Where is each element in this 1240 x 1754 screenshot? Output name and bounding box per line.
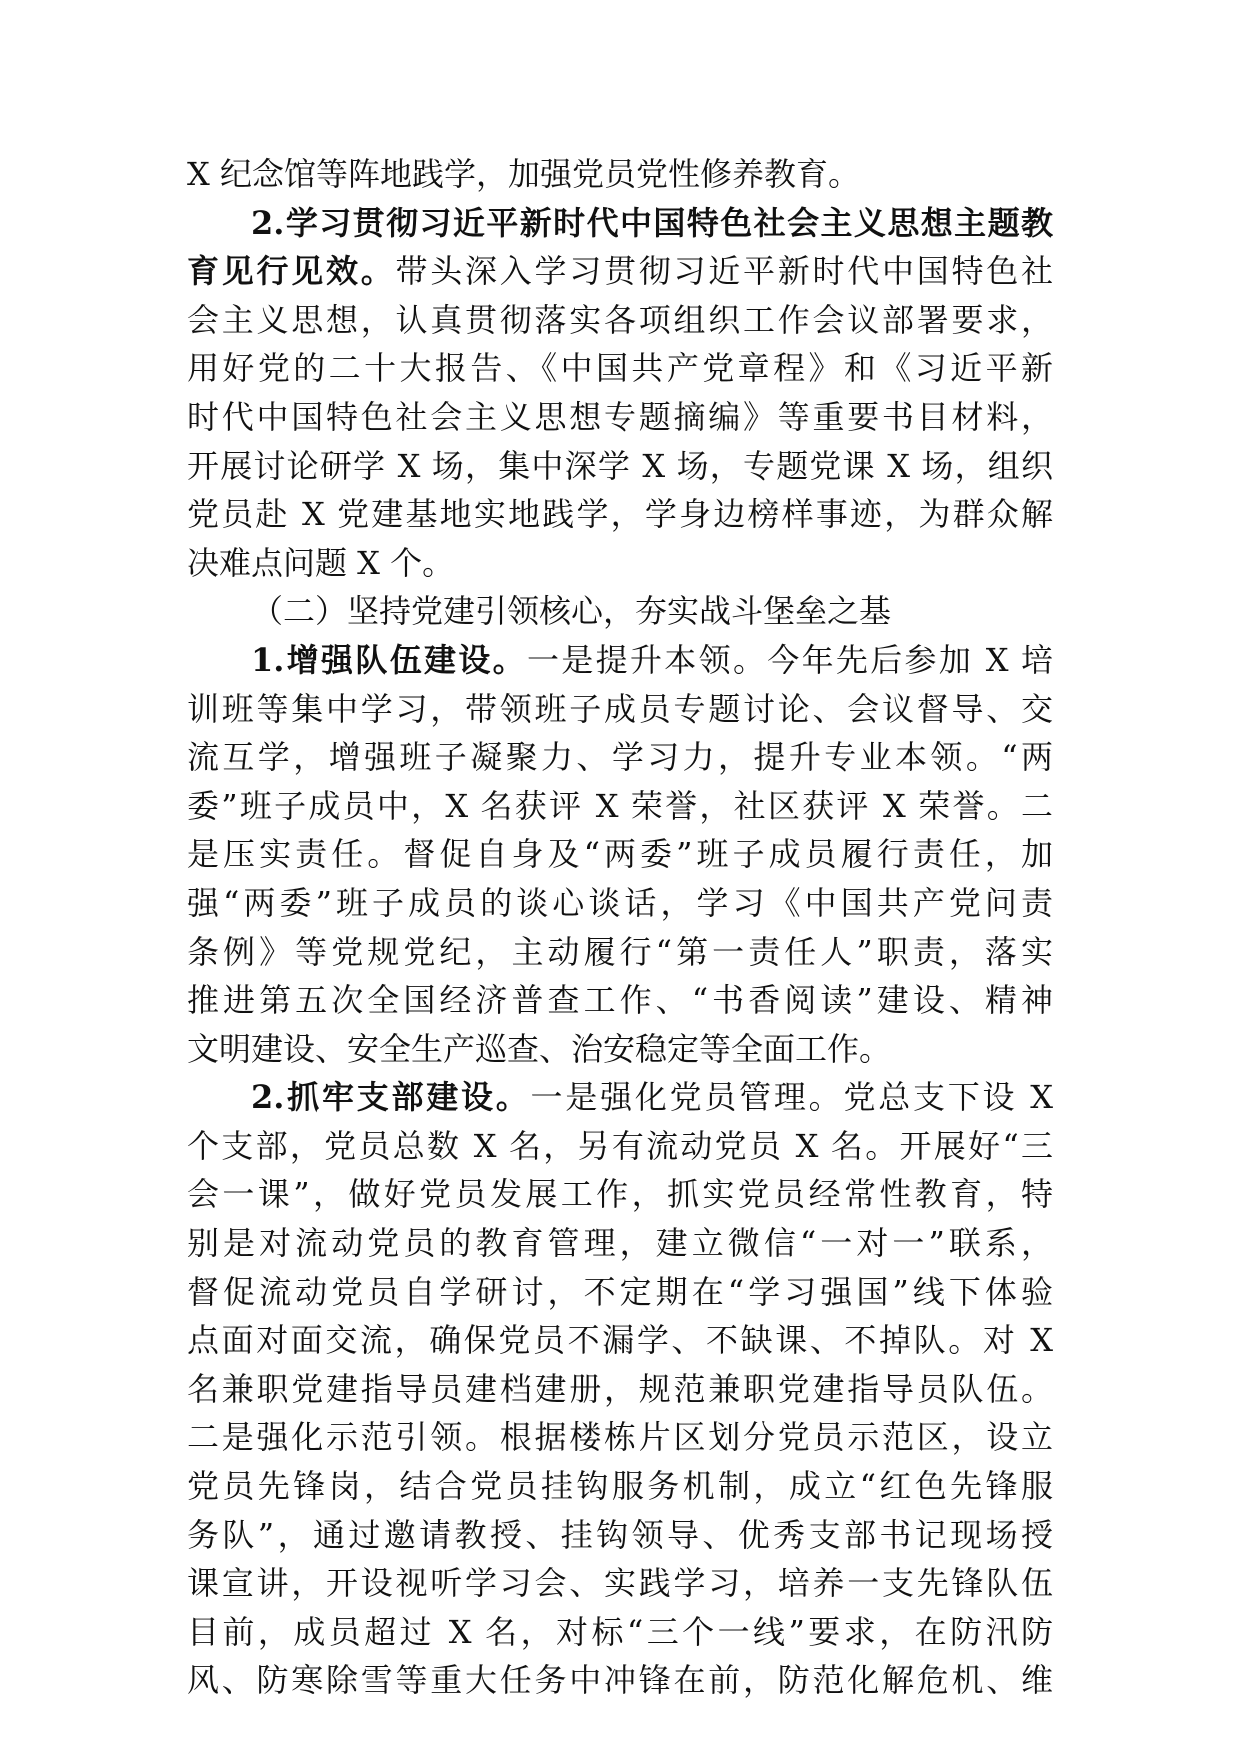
text-line	[187, 1365, 1053, 1414]
text-line	[187, 344, 1053, 393]
text-line	[187, 1268, 1053, 1317]
body-text: 训班等集中学习，带领班子成员专题讨论、会议督导、交	[187, 689, 1053, 728]
body-text: 点面对面交流，确保党员不漏学、不缺课、不掉队。对 X	[187, 1321, 1053, 1360]
body-text: 推进第五次全国经济普查工作、“书香阅读”建设、精神	[187, 981, 1053, 1020]
text-line	[187, 442, 1053, 491]
document-page	[187, 150, 1053, 1705]
body-text: 决难点问题 X 个。	[187, 543, 455, 582]
text-line	[187, 1656, 1053, 1705]
text-line	[187, 1462, 1053, 1511]
text-line	[187, 1219, 1053, 1268]
bold-heading-text: 育见行见效。	[187, 252, 396, 291]
bold-heading-text: 2.学习贯彻习近平新时代中国特色社会主义思想主题教	[251, 203, 1053, 242]
text-line	[187, 1122, 1053, 1171]
text-line	[187, 150, 1053, 199]
body-text: 目前，成员超过 X 名，对标“三个一线”要求，在防汛防	[187, 1612, 1053, 1651]
text-line	[187, 1559, 1053, 1608]
text-line	[187, 1170, 1053, 1219]
text-line	[187, 782, 1053, 831]
text-line	[187, 490, 1053, 539]
text-line	[187, 1025, 1053, 1074]
body-text: 风、防寒除雪等重大任务中冲锋在前，防范化解危机、维	[187, 1661, 1053, 1700]
body-text: 党员赴 X 党建基地实地践学，学身边榜样事迹，为群众解	[187, 495, 1053, 534]
body-text: 流互学，增强班子凝聚力、学习力，提升专业本领。“两	[187, 738, 1053, 777]
text-line	[187, 976, 1053, 1025]
body-text: 带头深入学习贯彻习近平新时代中国特色社	[395, 252, 1053, 291]
body-text: 一是强化党员管理。党总支下设 X	[530, 1078, 1053, 1117]
body-text: 二是强化示范引领。根据楼栋片区划分党员示范区，设立	[187, 1418, 1053, 1457]
text-line	[187, 1413, 1053, 1462]
body-text: 党员先锋岗，结合党员挂钩服务机制，成立“红色先锋服	[187, 1467, 1053, 1506]
text-line	[187, 879, 1053, 928]
body-text: 是压实责任。督促自身及“两委”班子成员履行责任，加	[187, 835, 1053, 874]
text-line	[187, 928, 1053, 977]
text-line	[187, 685, 1053, 734]
text-line	[187, 733, 1053, 782]
text-line	[187, 296, 1053, 345]
text-line	[187, 830, 1053, 879]
body-text: （二）坚持党建引领核心，夯实战斗堡垒之基	[251, 592, 892, 631]
body-text: 会主义思想，认真贯彻落实各项组织工作会议部署要求，	[187, 300, 1053, 339]
body-text: 务队”，通过邀请教授、挂钩领导、优秀支部书记现场授	[187, 1515, 1053, 1554]
bold-heading-text: 2.抓牢支部建设。	[251, 1078, 531, 1117]
body-text: 委”班子成员中，X 名获评 X 荣誉，社区获评 X 荣誉。二	[187, 786, 1053, 825]
text-line	[187, 1316, 1053, 1365]
text-line	[187, 247, 1053, 296]
text-line	[187, 1608, 1053, 1657]
body-text: 一是提升本领。今年先后参加 X 培	[527, 640, 1053, 679]
body-text: X 纪念馆等阵地践学，加强党员党性修养教育。	[187, 155, 860, 193]
text-line	[187, 636, 1053, 685]
text-line	[187, 393, 1053, 442]
body-text: 名兼职党建指导员建档建册，规范兼职党建指导员队伍。	[187, 1369, 1053, 1408]
text-line	[187, 1073, 1053, 1122]
body-text: 条例》等党规党纪，主动履行“第一责任人”职责，落实	[187, 932, 1053, 971]
body-text: 文明建设、安全生产巡查、治安稳定等全面工作。	[187, 1029, 892, 1068]
text-line	[187, 199, 1053, 248]
body-text: 课宣讲，开设视听学习会、实践学习，培养一支先锋队伍	[187, 1564, 1053, 1603]
body-text: 开展讨论研学 X 场，集中深学 X 场，专题党课 X 场，组织	[187, 446, 1053, 485]
text-line	[187, 587, 1053, 636]
text-line	[187, 539, 1053, 588]
body-text: 会一课”，做好党员发展工作，抓实党员经常性教育，特	[187, 1175, 1053, 1214]
bold-heading-text: 1.增强队伍建设。	[251, 640, 527, 679]
body-text: 时代中国特色社会主义思想专题摘编》等重要书目材料，	[187, 397, 1053, 436]
body-text: 用好党的二十大报告、《中国共产党章程》和《习近平新	[187, 349, 1053, 388]
body-text: 强“两委”班子成员的谈心谈话，学习《中国共产党问责	[187, 883, 1053, 922]
body-text: 个支部，党员总数 X 名，另有流动党员 X 名。开展好“三	[187, 1126, 1053, 1165]
body-text: 督促流动党员自学研讨，不定期在“学习强国”线下体验	[187, 1272, 1053, 1311]
text-line	[187, 1511, 1053, 1560]
body-text: 别是对流动党员的教育管理，建立微信“一对一”联系，	[187, 1224, 1053, 1263]
